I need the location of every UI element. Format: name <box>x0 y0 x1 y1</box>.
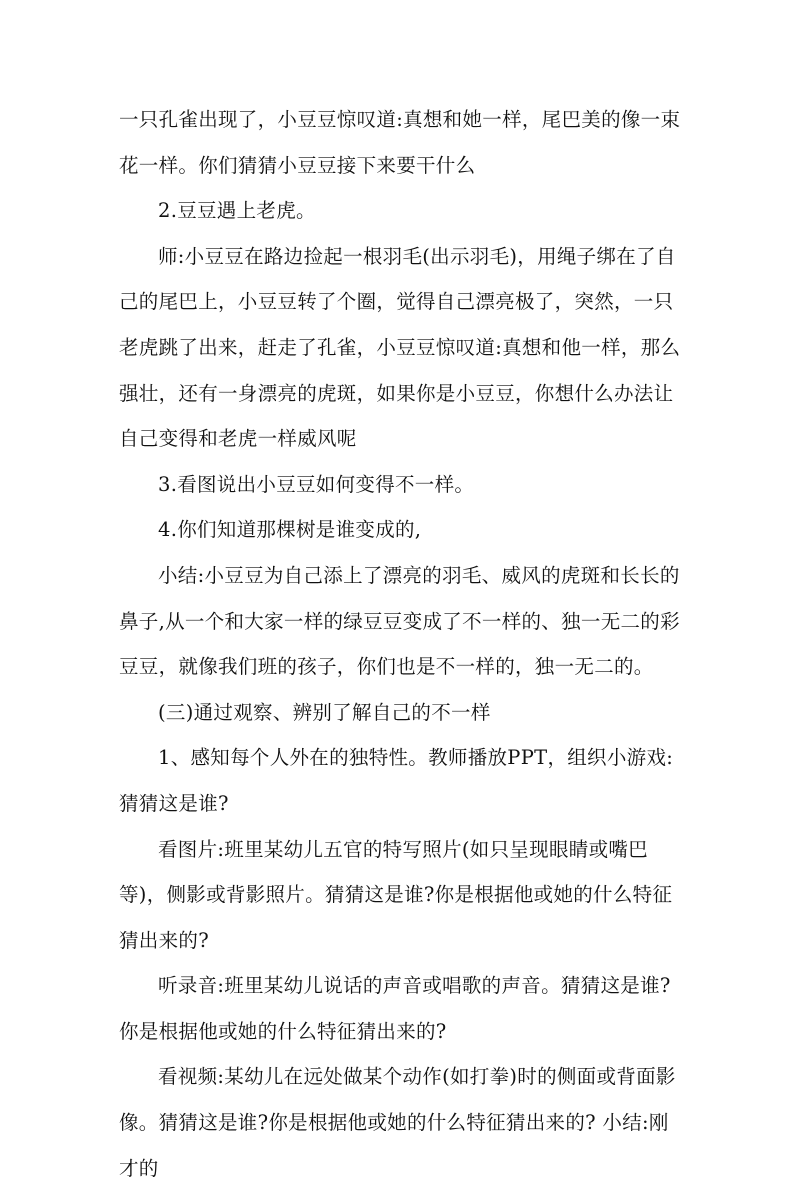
paragraph-10: 听录音:班里某幼儿说话的声音或唱歌的声音。猜猜这是谁?你是根据他或她的什么特征猜出来的? <box>119 974 671 1043</box>
paragraph-8: 1、感知每个人外在的独特性。教师播放PPT，组织小游戏:猜猜这是谁? <box>119 746 674 815</box>
document-body <box>119 97 681 1191</box>
paragraph-4: 3.看图说出小豆豆如何变得不一样。 <box>158 472 475 496</box>
paragraph-2: 2.豆豆遇上老虎。 <box>158 199 316 223</box>
paragraph-9: 看图片:班里某幼儿五官的特写照片(如只呈现眼睛或嘴巴等)，侧影或背影照片。猜猜这是谁?你是根据他或她的什么特征猜出来的? <box>119 837 673 952</box>
paragraph-11: 看视频:某幼儿在远处做某个动作(如打拳)时的侧面或背面影像。猜猜这是谁?你是根据他或她的什么特征猜出来的? 小结:刚才的 <box>119 1065 676 1180</box>
paragraph-1: 一只孔雀出现了，小豆豆惊叹道:真想和她一样，尾巴美的像一束花一样。你们猜猜小豆豆接下来要干什么 <box>119 108 681 177</box>
paragraph-5: 4.你们知道那棵树是谁变成的, <box>158 518 422 542</box>
paragraph-3: 师:小豆豆在路边捡起一根羽毛(出示羽毛)，用绳子绑在了自己的尾巴上，小豆豆转了个圈，觉得自己漂亮极了，突然，一只老虎跳了出来，赶走了孔雀，小豆豆惊叹道:真想和他一样，那么强壮，还有一身漂亮的虎斑，如果你是小豆豆，你想什么办法让自己变得和老虎一样威风呢 <box>119 244 681 451</box>
paragraph-7: (三)通过观察、辨别了解自己的不一样 <box>158 700 491 724</box>
paragraph-6: 小结:小豆豆为自己添上了漂亮的羽毛、威风的虎斑和长长的鼻子,从一个和大家一样的绿豆豆变成了不一样的、独一无二的彩豆豆，就像我们班的孩子，你们也是不一样的，独一无二的。 <box>119 563 680 679</box>
